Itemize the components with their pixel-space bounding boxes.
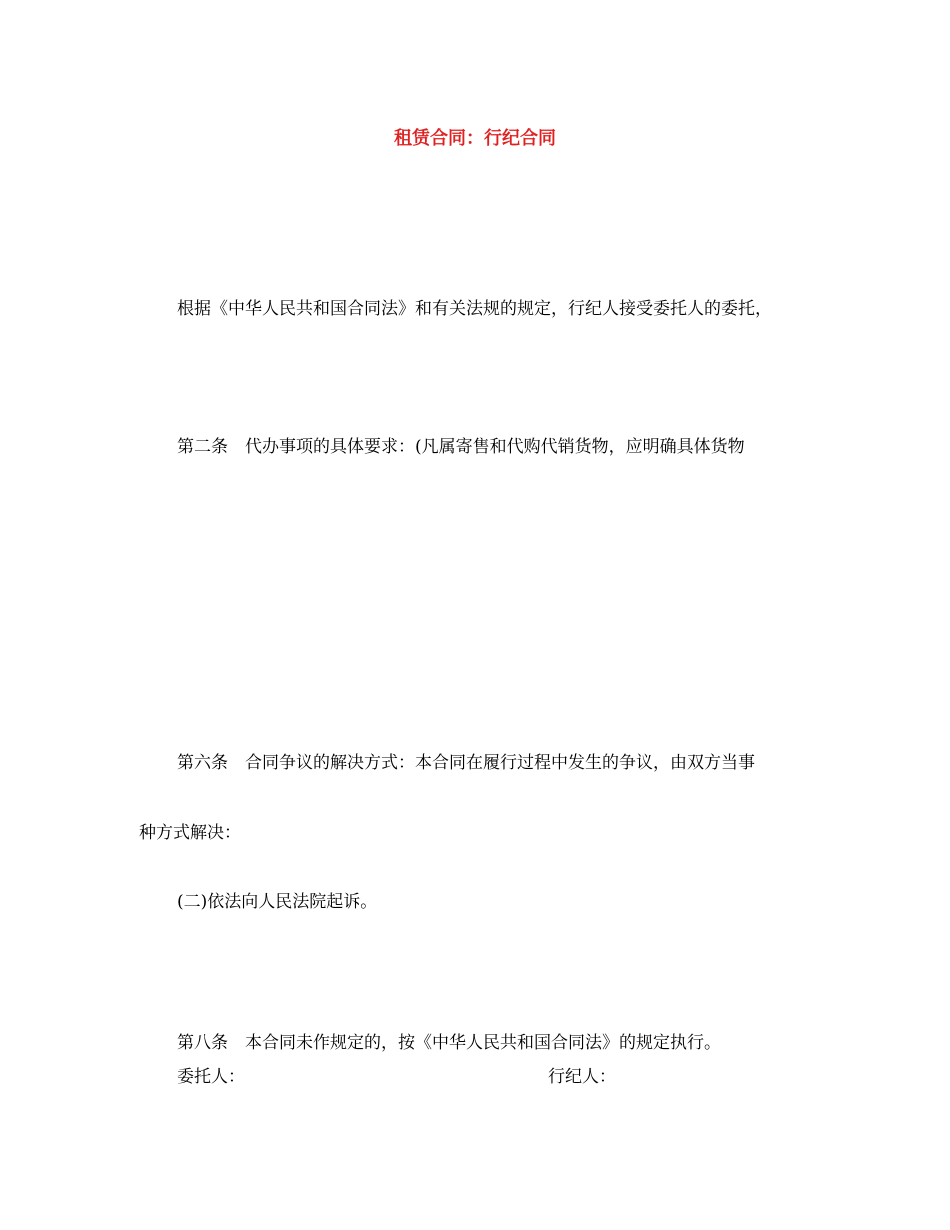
article-5-line-1 <box>177 680 807 704</box>
article-5-line-2 <box>139 715 257 739</box>
article-4-line-1 <box>177 611 791 635</box>
article-6-option-2: (二)依法向人民法院起诉。 <box>177 892 378 912</box>
contract-no-line <box>177 196 381 220</box>
article-6-line-1: 第六条 合同争议的解决方式：本合同在履行过程中发生的争议，由双方当事 <box>177 753 755 773</box>
article-3-line-2 <box>139 575 297 599</box>
article-6-line-3: 种方式解决： <box>139 823 241 843</box>
preamble-line-1: 根据《中华人民共和国合同法》和有关法规的规定，行纪人接受委托人的委托， <box>177 299 772 319</box>
article-2-line-2 <box>139 469 765 493</box>
article-6-option-1 <box>177 856 445 880</box>
article-1-line-1 <box>177 366 767 390</box>
signature-client: 委托人： <box>177 1067 245 1087</box>
article-7-line-3 <box>139 996 277 1020</box>
article-2-line-3 <box>139 505 779 529</box>
broker-line <box>177 263 331 287</box>
preamble-line-2 <box>139 331 621 355</box>
article-4-line-2 <box>139 646 352 670</box>
article-3-line-1 <box>177 540 795 564</box>
article-6-line-2 <box>139 786 758 810</box>
article-8: 第八条 本合同未作规定的，按《中华人民共和国合同法》的规定执行。 <box>177 1033 721 1053</box>
sign-time-line <box>418 263 649 287</box>
client-line <box>177 230 331 254</box>
article-1-line-2 <box>139 400 454 424</box>
article-2-line-1: 第二条 代办事项的具体要求：(凡属寄售和代购代销货物，应明确具体货物 <box>177 437 745 457</box>
document-title: 租赁合同：行纪合同 <box>394 128 556 149</box>
article-7-line-2 <box>139 961 820 985</box>
article-7-line-1 <box>177 925 803 949</box>
sign-place-line <box>418 230 624 254</box>
signature-broker: 行纪人： <box>548 1067 616 1087</box>
